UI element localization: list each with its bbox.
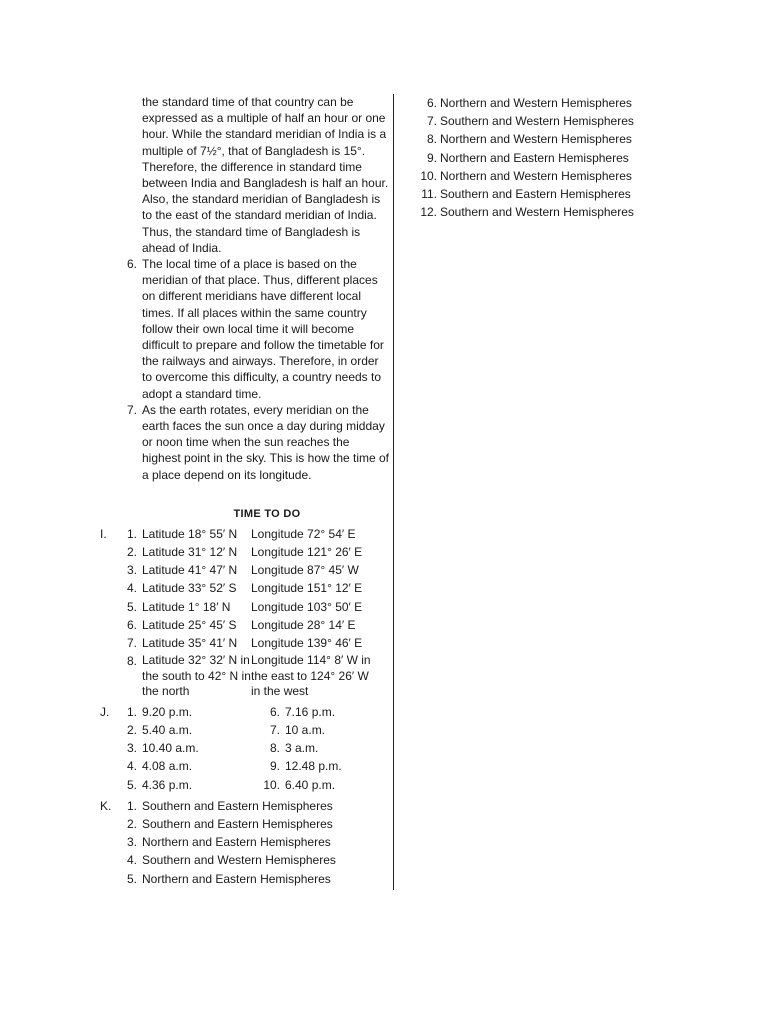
table-row xyxy=(100,525,390,543)
row-number: 7. xyxy=(269,723,280,737)
time-cell: 5.40 a.m. xyxy=(142,723,193,737)
row-number: 5. xyxy=(126,777,137,792)
right-column xyxy=(412,94,662,221)
answer-item xyxy=(100,256,390,402)
section-k xyxy=(100,797,390,888)
longitude-cell: Longitude 139° 46′ E xyxy=(251,636,363,651)
item-text: As the earth rotates, every meridian on the earth faces the sun once a day during midday or noon time when the sun reaches the highest point in the sky. This is how the time of a place depend on its longitude. xyxy=(142,402,390,482)
table-row xyxy=(100,543,390,561)
hemisphere-cell: Northern and Eastern Hemispheres xyxy=(142,871,331,886)
row-number: 5. xyxy=(126,871,137,886)
table-row xyxy=(100,703,390,721)
item-number: 6. xyxy=(126,257,137,272)
row-number: 12. xyxy=(420,205,437,220)
latitude-cell: Latitude 25° 45′ S xyxy=(142,617,237,632)
table-row xyxy=(100,721,390,739)
latitude-cell: Latitude 31° 12′ N xyxy=(142,545,238,560)
hemisphere-cell: Northern and Western Hemispheres xyxy=(440,168,632,183)
row-number: 10. xyxy=(263,777,280,792)
row-number: 9. xyxy=(269,759,280,774)
table-row xyxy=(100,851,390,869)
section-label: K. xyxy=(100,798,112,813)
list-item xyxy=(412,94,662,112)
list-item xyxy=(412,112,662,130)
longitude-cell: Longitude 151° 12′ E xyxy=(251,581,363,596)
row-number: 6. xyxy=(426,96,437,110)
hemisphere-cell: Northern and Eastern Hemispheres xyxy=(142,835,331,850)
time-cell: 6.40 p.m. xyxy=(285,777,336,792)
list-item xyxy=(412,185,662,203)
row-number: 7. xyxy=(426,114,437,129)
answer-item xyxy=(100,402,390,483)
left-column xyxy=(100,94,390,888)
time-cell: 3 a.m. xyxy=(285,741,319,756)
row-number: 6. xyxy=(126,617,137,632)
table-row xyxy=(100,561,390,579)
hemisphere-cell: Southern and Eastern Hemispheres xyxy=(142,817,333,832)
row-number: 1. xyxy=(126,526,137,541)
row-number: 3. xyxy=(126,563,137,578)
row-number: 1. xyxy=(126,798,137,813)
row-number: 2. xyxy=(126,545,137,560)
table-row xyxy=(100,634,390,652)
item-text: The local time of a place is based on the meridian of that place. Thus, different places on different meridians have different local times. If all places within the same country follow their own local time it will become difficult to prepare and follow the timetable for the railways and airways. Therefore, in order to overcome this difficulty, a country needs to adopt a standard time. xyxy=(142,257,384,401)
hemisphere-cell: Southern and Western Hemispheres xyxy=(142,853,336,868)
table-row xyxy=(100,797,390,815)
latitude-cell: Latitude 1° 18′ N xyxy=(142,599,231,614)
column-divider xyxy=(393,94,394,890)
row-number: 11. xyxy=(421,187,437,202)
row-number: 2. xyxy=(126,723,137,737)
time-cell: 4.08 a.m. xyxy=(142,759,193,774)
row-number: 5. xyxy=(126,599,137,614)
list-item xyxy=(412,203,662,221)
list-item xyxy=(412,149,662,167)
latitude-cell: Latitude 41° 47′ N xyxy=(142,563,238,578)
hemisphere-cell: Northern and Eastern Hemispheres xyxy=(440,150,629,165)
time-cell: 10.40 a.m. xyxy=(142,741,199,756)
row-number: 4. xyxy=(126,759,137,774)
table-row xyxy=(100,652,390,700)
hemisphere-cell: Southern and Western Hemispheres xyxy=(440,205,634,220)
row-number: 7. xyxy=(126,636,137,651)
longitude-cell: Longitude 28° 14′ E xyxy=(251,617,356,632)
longitude-cell: Longitude 121° 26′ E xyxy=(251,545,363,560)
row-number: 8. xyxy=(269,741,280,756)
longitude-cell: Longitude 114° 8′ W in the east to 124° 26′ W in the west xyxy=(251,653,371,699)
time-cell: 9.20 p.m. xyxy=(142,704,193,719)
longitude-cell: Longitude 103° 50′ E xyxy=(251,599,363,614)
time-cell: 10 a.m. xyxy=(285,723,326,737)
table-row xyxy=(100,776,390,794)
latitude-cell: Latitude 33° 52′ S xyxy=(142,581,237,596)
intro-paragraph: the standard time of that country can be expressed as a multiple of half an hour or one hour. While the standard meridian of India is a multiple of 7½°, that of Bangladesh is 15°. Therefore, the difference in standard time between India and Bangladesh is half an hour. Also, the standard meridian of Bangladesh is to the east of the standard meridian of India. Thus, the standard time of Bangladesh is ahead of India. xyxy=(142,95,389,255)
longitude-cell: Longitude 72° 54′ E xyxy=(251,526,356,541)
row-number: 2. xyxy=(126,817,137,832)
table-row xyxy=(100,579,390,597)
hemisphere-cell: Southern and Eastern Hemispheres xyxy=(142,798,333,813)
hemisphere-cell: Southern and Eastern Hemispheres xyxy=(440,187,631,202)
row-number: 8. xyxy=(426,132,437,147)
time-cell: 12.48 p.m. xyxy=(285,759,342,774)
row-number: 10. xyxy=(420,168,437,183)
time-cell: 7.16 p.m. xyxy=(285,704,336,719)
table-row xyxy=(100,739,390,757)
section-label: I. xyxy=(100,526,107,541)
table-row xyxy=(100,870,390,888)
item-number: 7. xyxy=(126,402,137,417)
row-number: 6. xyxy=(269,704,280,719)
row-number: 4. xyxy=(126,853,137,868)
row-number: 3. xyxy=(126,741,137,756)
section-j xyxy=(100,703,390,794)
row-number: 3. xyxy=(126,835,137,850)
row-number: 8. xyxy=(126,654,137,669)
table-row xyxy=(100,757,390,775)
longitude-cell: Longitude 87° 45′ W xyxy=(251,563,359,578)
hemisphere-cell: Northern and Western Hemispheres xyxy=(440,132,632,147)
row-number: 9. xyxy=(426,150,437,165)
latitude-cell: Latitude 35° 41′ N xyxy=(142,636,238,651)
table-row xyxy=(100,616,390,634)
table-row xyxy=(100,815,390,833)
section-heading: TIME TO DO xyxy=(233,507,301,520)
row-number: 4. xyxy=(126,581,137,596)
section-i xyxy=(100,525,390,700)
row-number: 1. xyxy=(126,704,137,719)
list-item xyxy=(412,167,662,185)
latitude-cell: Latitude 18° 55′ N xyxy=(142,526,238,541)
table-row xyxy=(100,833,390,851)
list-item xyxy=(412,130,662,148)
section-label: J. xyxy=(100,704,110,719)
hemisphere-cell: Southern and Western Hemispheres xyxy=(440,114,634,129)
hemisphere-cell: Northern and Western Hemispheres xyxy=(440,96,632,110)
latitude-cell: Latitude 32° 32′ N in the south to 42° N in the north xyxy=(142,653,251,699)
time-cell: 4.36 p.m. xyxy=(142,777,193,792)
table-row xyxy=(100,598,390,616)
